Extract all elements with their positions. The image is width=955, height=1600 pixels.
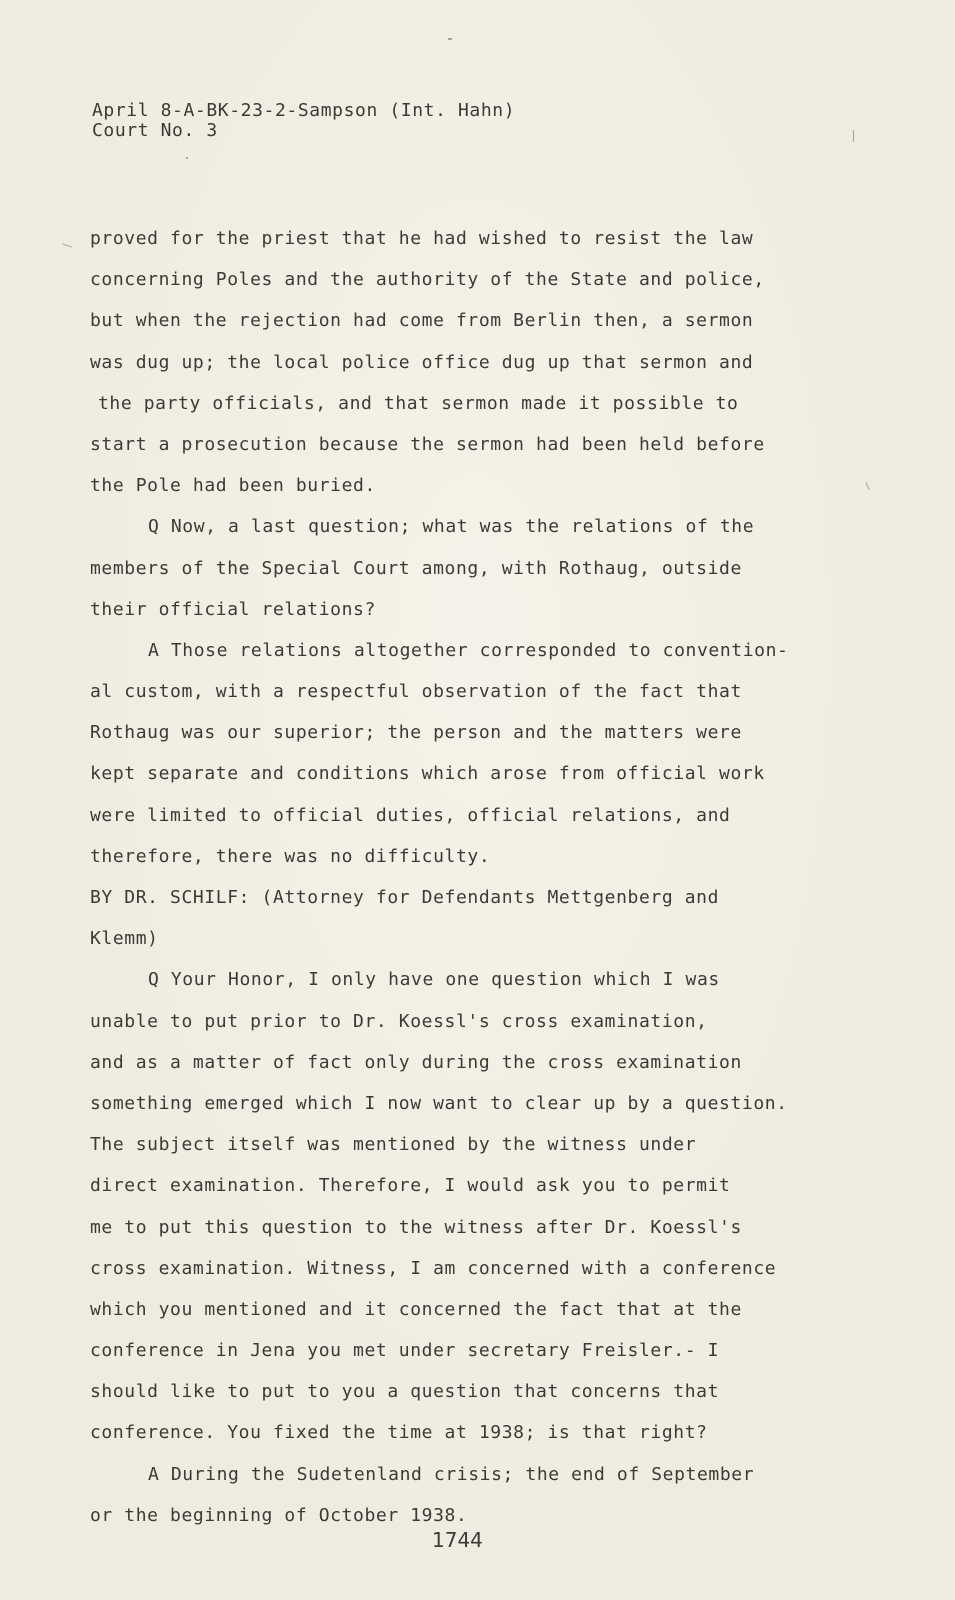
transcript-line: conference in Jena you met under secretary Freisler.- I — [90, 1340, 720, 1362]
transcript-line: me to put this question to the witness after Dr. Koessl's — [90, 1216, 742, 1238]
transcript-line: or the beginning of October 1938. — [90, 1504, 468, 1526]
transcript-body — [90, 218, 890, 1536]
transcript-line: something emerged which I now want to clear up by a question. — [90, 1092, 788, 1114]
answer-line: A Those relations altogether corresponded to convention- — [148, 639, 789, 661]
transcript-line: their official relations? — [90, 598, 376, 620]
speaker-line: BY DR. SCHILF: (Attorney for Defendants Mettgenberg and — [90, 887, 720, 908]
transcript-line: was dug up; the local police office dug up that sermon and — [90, 351, 754, 373]
transcript-line: proved for the priest that he had wished to resist the law — [90, 228, 754, 249]
transcript-line: were limited to official duties, official relations, and — [90, 804, 731, 826]
transcript-line: therefore, there was no difficulty. — [90, 845, 491, 867]
transcript-line: cross examination. Witness, I am concerned with a conference — [90, 1257, 777, 1279]
transcript-line: conference. You fixed the time at 1938; is that right? — [90, 1422, 708, 1444]
transcript-line: direct examination. Therefore, I would ask you to permit — [90, 1175, 731, 1197]
transcript-line: kept separate and conditions which arose from official work — [90, 763, 765, 785]
paper-speck — [186, 157, 188, 159]
paper-speck — [448, 38, 452, 40]
transcript-line: unable to put prior to Dr. Koessl's cross examination, — [90, 1010, 708, 1032]
header-court-number: Court No. 3 — [92, 120, 218, 141]
paper-speck — [853, 130, 854, 142]
header-case-reference: April 8-A-BK-23-2-Sampson (Int. Hahn) — [92, 100, 516, 121]
question-line: Q Your Honor, I only have one question which I was — [148, 969, 720, 991]
transcript-line: Klemm) — [90, 928, 159, 950]
transcript-line: should like to put to you a question that concerns that — [90, 1381, 720, 1403]
transcript-line: concerning Poles and the authority of the State and police, — [90, 269, 765, 291]
transcript-line: The subject itself was mentioned by the witness under — [90, 1134, 697, 1156]
transcript-line: and as a matter of fact only during the cross examination — [90, 1051, 742, 1073]
transcript-line: the party officials, and that sermon made it possible to — [98, 392, 739, 414]
paper-speck — [62, 243, 72, 247]
transcript-line: Rothaug was our superior; the person and the matters were — [90, 722, 742, 744]
transcript-line: the Pole had been buried. — [90, 475, 376, 497]
question-line: Q Now, a last question; what was the relations of the — [148, 516, 755, 538]
transcript-line: but when the rejection had come from Berlin then, a sermon — [90, 310, 754, 332]
transcript-line: start a prosecution because the sermon had been held before — [90, 433, 765, 455]
transcript-line: al custom, with a respectful observation of the fact that — [90, 681, 742, 703]
page-number: 1744 — [432, 1528, 483, 1552]
transcript-line: which you mentioned and it concerned the fact that at the — [90, 1298, 742, 1320]
answer-line: A During the Sudetenland crisis; the end of September — [148, 1463, 755, 1485]
transcript-line: members of the Special Court among, with Rothaug, outside — [90, 557, 742, 579]
